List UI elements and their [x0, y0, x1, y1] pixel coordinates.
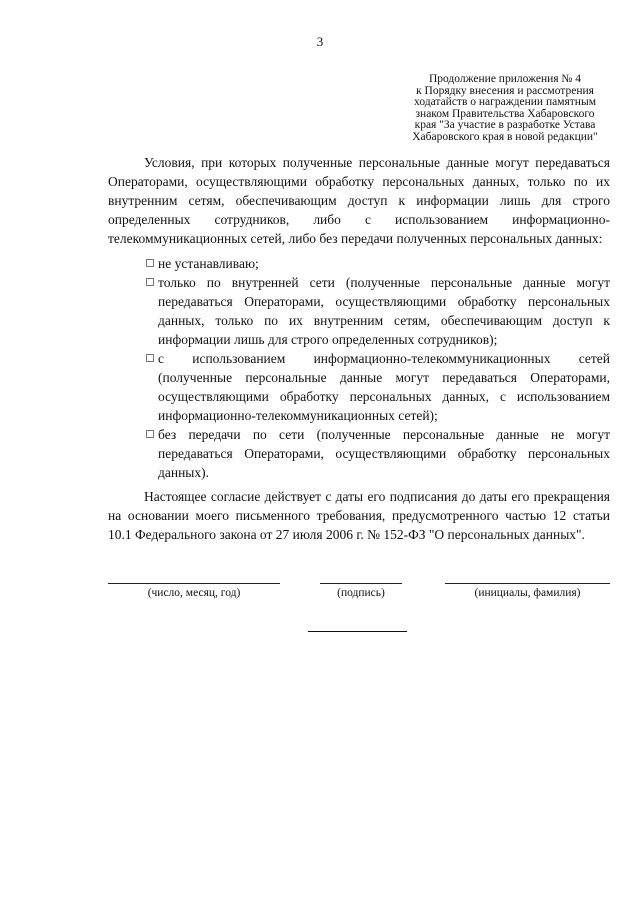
- page-number: 3: [316, 34, 324, 49]
- appendix-header-line: Продолжение приложения № 4: [428, 73, 582, 85]
- appendix-header-line: ходатайств о награждении памятным: [414, 96, 596, 108]
- conditions-paragraph: [108, 153, 610, 248]
- signature-label: (подпись): [337, 587, 385, 599]
- appendix-header-line: знаком Правительства Хабаровского: [415, 107, 595, 120]
- transfer-options-list: [146, 254, 610, 482]
- checkbox-icon[interactable]: [146, 259, 154, 267]
- validity-text: Настоящее согласие действует с даты его подписания до даты его прекращения на основании моего письменного требования, предусмотренного частью 12 статьи 10.1 Федерального закона от 27 июля 2006 г. № 152-ФЗ "О персональных данных".: [108, 489, 610, 542]
- signature-line[interactable]: [320, 583, 402, 584]
- appendix-header-line: Хабаровского края в новой редакции": [412, 130, 598, 143]
- option-text: с использованием информационно-телекоммуникационных сетей (полученные персональные данные могут передаваться Операторами, осуществляющими обработку персональных данных, с использованием информационно-телекоммуникационных сетей);: [158, 351, 610, 423]
- end-of-document-divider: [308, 631, 407, 632]
- option-no-conditions[interactable]: [146, 254, 610, 273]
- option-text: не устанавливаю;: [158, 256, 259, 271]
- checkbox-icon[interactable]: [146, 354, 154, 362]
- appendix-header-line: края "За участие в разработке Устава: [414, 119, 596, 131]
- option-telecom-networks[interactable]: [146, 349, 610, 425]
- option-text: без передачи по сети (полученные персональные данные не могут передаваться Операторами, осуществляющими обработку персональных данных).: [158, 427, 610, 480]
- checkbox-icon[interactable]: [146, 430, 154, 438]
- name-signature-line[interactable]: [445, 583, 610, 584]
- name-label: (инициалы, фамилия): [474, 587, 581, 599]
- option-internal-network[interactable]: [146, 273, 610, 349]
- appendix-header-line: к Порядку внесения и рассмотрения: [416, 84, 594, 97]
- validity-paragraph: [108, 487, 610, 544]
- date-label: (число, месяц, год): [147, 587, 241, 599]
- date-signature-line[interactable]: [108, 583, 280, 584]
- option-text: только по внутренней сети (полученные персональные данные могут передаваться Операторами, осуществляющими обработку персональных данных, только по их внутренним сетям, обеспечивающим доступ к информации лишь для строго определенных сотрудников);: [158, 275, 610, 347]
- checkbox-icon[interactable]: [146, 278, 154, 286]
- appendix-header: [388, 74, 622, 143]
- conditions-text: Условия, при которых полученные персональные данные могут передаваться Операторами, осуществляющими обработку персональных данных, только по их внутренним сетям, обеспечивающим доступ к информации лишь для строго определенных сотрудников, либо с использованием информационно-телекоммуникационных сетей, либо без передачи полученных персональных данных:: [108, 155, 610, 246]
- option-no-network-transfer[interactable]: [146, 425, 610, 482]
